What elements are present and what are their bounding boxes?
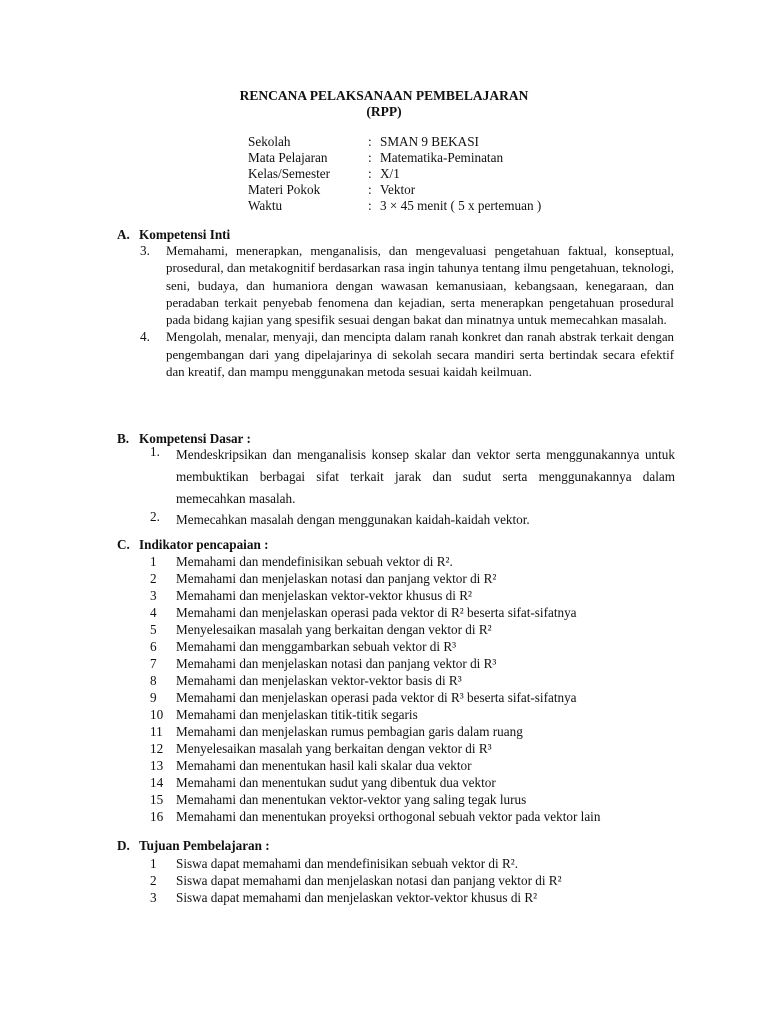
item-text: Memahami dan menentukan sudut yang dibentuk dua vektor [176,775,496,790]
list-item [150,638,600,655]
list-item [140,243,674,329]
info-value: Vektor [380,182,416,197]
item-number: 3 [150,890,157,905]
indikator-list [150,553,600,825]
list-item [150,587,600,604]
info-label: Materi Pokok [248,182,321,197]
item-number: 5 [150,622,157,637]
info-separator: : [368,134,372,149]
info-label: Kelas/Semester [248,166,331,181]
section-letter: D. [117,838,130,853]
item-text: Memahami dan menentukan hasil kali skalar dua vektor [176,758,472,773]
list-item [150,808,600,825]
list-item [150,740,600,757]
list-item [150,444,675,509]
document-subtitle: (RPP) [366,104,402,119]
info-label: Waktu [248,198,283,213]
list-item [150,706,600,723]
list-item [150,774,600,791]
list-item [150,757,600,774]
item-number: 3. [140,243,150,258]
list-item [150,672,600,689]
item-text: Memahami dan menjelaskan operasi pada vektor di R³ beserta sifat-sifatnya [176,690,577,705]
section-letter: A. [117,227,130,242]
info-value: Matematika-Peminatan [380,150,504,165]
info-label: Sekolah [248,134,291,149]
info-row-waktu [248,198,541,214]
section-letter: C. [117,537,130,552]
info-label: Mata Pelajaran [248,150,328,165]
item-text: Memahami dan menjelaskan titik-titik segaris [176,707,418,722]
item-text: Memahami dan menjelaskan rumus pembagian garis dalam ruang [176,724,523,739]
item-text: Memahami dan menentukan vektor-vektor yang saling tegak lurus [176,792,527,807]
item-number: 2 [150,873,157,888]
item-text: Memahami dan menjelaskan operasi pada vektor di R² beserta sifat-sifatnya [176,605,577,620]
section-title: Kompetensi Dasar : [139,431,251,446]
item-number: 2. [150,509,160,525]
section-c-heading [117,537,268,553]
item-text: Siswa dapat memahami dan menjelaskan vektor-vektor khusus di R² [176,890,538,905]
section-a-heading [117,227,230,243]
list-item [150,689,600,706]
item-number: 1 [150,554,157,569]
section-title: Indikator pencapaian : [139,537,269,552]
item-number: 1. [150,444,160,459]
item-number: 12 [150,741,164,756]
list-item [150,509,675,531]
info-separator: : [368,166,372,181]
section-title: Tujuan Pembelajaran : [139,838,270,853]
section-d-heading [117,838,270,854]
item-text: Menyelesaikan masalah yang berkaitan dengan vektor di R³ [176,741,492,756]
item-number: 16 [150,809,164,824]
document-title: RENCANA PELAKSANAAN PEMBELAJARAN [239,88,529,103]
list-item [140,329,674,381]
list-item [150,655,600,672]
info-row-sekolah [248,134,541,150]
item-text: Mendeskripsikan dan menganalisis konsep skalar dan vektor serta menggunakannya untuk membuktikan berbagai sifat terkait jarak dan sudut serta menggunakannya dalam memecahkan masalah. [176,447,675,506]
identity-table [248,134,541,214]
item-text: Memahami dan menggambarkan sebuah vektor di R³ [176,639,457,654]
item-text: Memahami dan menentukan proyeksi orthogonal sebuah vektor pada vektor lain [176,809,601,824]
item-number: 6 [150,639,157,654]
item-number: 4. [140,329,150,345]
item-text: Memecahkan masalah dengan menggunakan kaidah-kaidah vektor. [176,512,530,528]
item-text: Memahami dan menjelaskan vektor-vektor khusus di R² [176,588,472,603]
tujuan-list [150,855,562,906]
item-text: Siswa dapat memahami dan menjelaskan notasi dan panjang vektor di R² [176,873,562,888]
item-number: 1 [150,856,157,871]
item-number: 2 [150,571,157,586]
list-item [150,872,562,889]
item-number: 15 [150,792,164,807]
info-value: 3 × 45 menit ( 5 x pertemuan ) [380,198,542,213]
item-number: 8 [150,673,157,688]
info-row-kelas-semester [248,166,541,182]
item-number: 4 [150,605,157,620]
section-title: Kompetensi Inti [139,227,231,242]
list-item [150,855,562,872]
info-row-materi-pokok [248,182,541,198]
info-value: SMAN 9 BEKASI [380,134,479,149]
item-number: 10 [150,707,164,722]
list-item [150,791,600,808]
list-item [150,889,562,906]
item-text: Memahami dan menjelaskan notasi dan panjang vektor di R³ [176,656,497,671]
kompetensi-dasar-list [150,444,675,531]
item-number: 3 [150,588,157,603]
list-item [150,570,600,587]
item-number: 14 [150,775,164,790]
item-text: Memahami dan menjelaskan vektor-vektor basis di R³ [176,673,462,688]
item-text: Memahami, menerapkan, menganalisis, dan mengevaluasi pengetahuan faktual, konseptual, prosedural, dan metakognitif berdasarkan rasa ingin tahunya tentang ilmu pengetahuan, teknologi, seni, budaya, dan humaniora dengan wawasan kemanusiaan, kebangsaan, kenegaraan, dan peradaban terkait penyebab fenomena dan kejadian, serta menerapkan pengetahuan prosedural pada bidang kajian yang spesifik sesuai dengan bakat dan minatnya untuk memecahkan masalah. [166,244,674,328]
info-separator: : [368,182,372,197]
list-item [150,604,600,621]
item-number: 11 [150,724,163,739]
item-text: Mengolah, menalar, menyaji, dan mencipta dalam ranah konkret dan ranah abstrak terkait dengan pengembangan dari yang dipelajarinya di sekolah secara mandiri serta bertindak secara efektif dan kreatif, dan mampu menggunakan metoda sesuai kaidah keilmuan. [166,330,674,380]
item-text: Memahami dan menjelaskan notasi dan panjang vektor di R² [176,571,497,586]
item-text: Siswa dapat memahami dan mendefinisikan sebuah vektor di R². [176,856,518,871]
info-separator: : [368,198,372,213]
item-text: Memahami dan mendefinisikan sebuah vektor di R². [176,554,453,569]
info-value: X/1 [380,166,400,181]
item-number: 7 [150,656,157,671]
item-number: 9 [150,690,157,705]
info-row-mata-pelajaran [248,150,541,166]
item-number: 13 [150,758,164,773]
kompetensi-inti-list [140,243,674,381]
list-item [150,723,600,740]
info-separator: : [368,150,372,165]
list-item [150,553,600,570]
item-text: Menyelesaikan masalah yang berkaitan dengan vektor di R² [176,622,492,637]
section-letter: B. [117,431,130,446]
list-item [150,621,600,638]
